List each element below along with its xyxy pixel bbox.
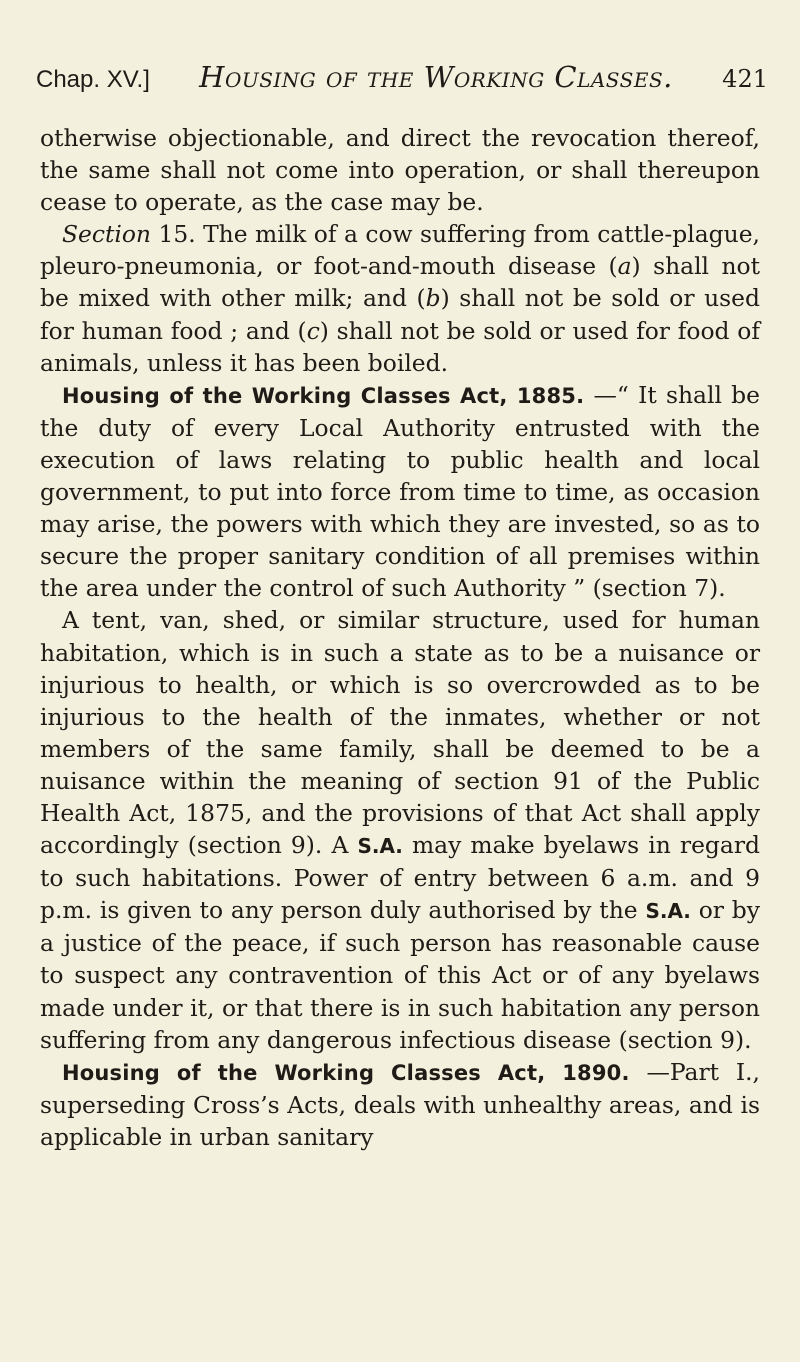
paragraph-text: ) shall not be sold or used for food of animals, unless it has been boiled. <box>40 316 760 377</box>
paragraph-text: ) shall not be mixed with other milk; and ( <box>40 252 760 313</box>
paragraph-text: —“ It shall be the duty of every Local Authority entrusted with the execution of laws relating to public health and local government, to put into force from time to time, as occasion may arise, the powers with which they are invested, so as to secure the proper sanitary condition of all premises within the area under the control of such Authority ” (section 7). <box>40 380 760 603</box>
chapter-label: Chap. XV.] <box>36 66 150 93</box>
paragraph-text: may make byelaws in regard to such habitations. Power of entry between 6 a.m. and 9 p.m. is given to any person duly authorised by the <box>40 831 760 925</box>
act-heading: Housing of the Working Classes Act, 1885. <box>62 383 585 408</box>
act-heading: Housing of the Working Classes Act, 1890. <box>62 1060 630 1085</box>
paragraph-tent-van <box>40 604 760 1055</box>
paragraph-text: A tent, van, shed, or similar structure, used for human habitation, which is in such a state as to be a nuisance or injurious to health, or which is so overcrowded as to be injurious to the health of the inmates, whether or not members of the same family, shall be deemed to be a nuisance within the meaning of section 91 of the Public Health Act, 1875, and the provisions of that Act shall apply accordingly (section 9). A <box>40 606 760 860</box>
paragraph-act-1885 <box>40 379 760 605</box>
paragraph-text: —Part I., superseding Cross’s Acts, deals with unhealthy areas, and is applicable in urban sanitary <box>40 1057 760 1151</box>
clause-letter: c <box>306 316 320 345</box>
page-number: 421 <box>722 65 768 93</box>
section-label: Section <box>62 220 151 249</box>
paragraph-act-1890 <box>40 1056 760 1153</box>
clause-letter: b <box>425 284 441 313</box>
abbreviation: S.A. <box>645 899 691 924</box>
abbreviation: S.A. <box>357 834 403 859</box>
body-text <box>40 122 760 1153</box>
paragraph-continuation: otherwise objectionable, and direct the revocation thereof, the same shall not come into operation, or shall thereupon cease to operate, as the case may be. <box>40 124 760 217</box>
paragraph-text: ) shall not be sold or used for human food ; and ( <box>40 284 760 345</box>
running-title: Housing of the Working Classes. <box>199 60 673 94</box>
clause-letter: a <box>617 252 632 281</box>
running-head <box>36 62 768 96</box>
paragraph-text: 15. The milk of a cow suffering from cattle-plague, pleuro-pneumonia, or foot-and-mouth disease ( <box>40 220 760 281</box>
paragraph-section-15 <box>40 218 760 378</box>
paragraph-text: or by a justice of the peace, if such person has reasonable cause to suspect any contravention of this Act or of any byelaws made under it, or that there is in such habitation any person suffering from any dangerous infectious disease (section 9). <box>40 896 760 1054</box>
